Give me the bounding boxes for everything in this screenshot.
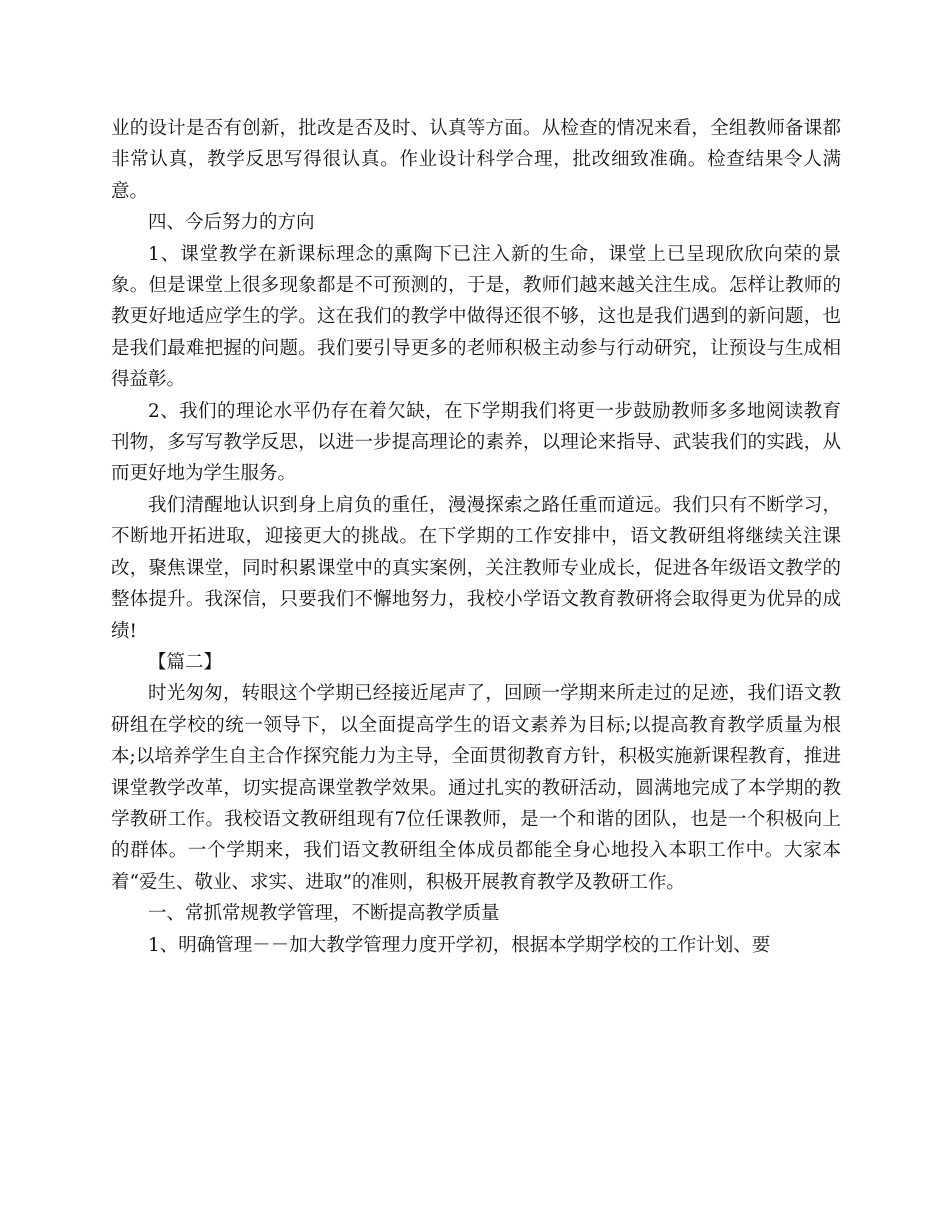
paragraph-intro-part-2: 时光匆匆，转眼这个学期已经接近尾声了，回顾一学期来所走过的足迹，我们语文教研组在学校的统一领导下，以全面提高学生的语文素养为目标;以提高教育教学质量为根本;以培养学生自主合作探究能力为主导，全面贯彻教育方针，积极实施新课程教育，推进课堂教学改革，切实提高课堂教学效果。通过扎实的教研活动，圆满地完成了本学期的教学教研工作。我校语文教研组现有7位任课教师，是一个和谐的团队，也是一个积极向上的群体。一个学期来，我们语文教研组全体成员都能全身心地投入本职工作中。大家本着“爱生、敬业、求实、进取”的准则，积极开展教育教学及教研工作。 — [111, 683, 841, 893]
paragraph-point-2: 2、我们的理论水平仍存在着欠缺，在下学期我们将更一步鼓励教师多多地阅读教育刊物，多写写教学反思，以进一步提高理论的素养，以理论来指导、武装我们的实践，从而更好地为学生服务。 — [111, 400, 841, 485]
document-body — [111, 113, 841, 961]
part-heading-2: 【篇二】 — [148, 651, 223, 673]
section-heading-routine-management: 一、常抓常规教学管理，不断提高教学质量 — [148, 903, 500, 925]
section-heading-future-direction: 四、今后努力的方向 — [148, 212, 315, 234]
paragraph-clear-management: 1、明确管理－－加大教学管理力度开学初，根据本学期学校的工作计划、要 — [148, 934, 771, 956]
paragraph-conclusion: 我们清醒地认识到身上肩负的重任，漫漫探索之路任重而道远。我们只有不断学习，不断地开拓进取，迎接更大的挑战。在下学期的工作安排中，语文教研组将继续关注课改，聚焦课堂，同时积累课堂中的真实案例，关注教师专业成长，促进各年级语文教学的整体提升。我深信，只要我们不懈地努力，我校小学语文教育教研将会取得更为优异的成绩! — [111, 494, 841, 642]
paragraph-homework-check: 业的设计是否有创新，批改是否及时、认真等方面。从检查的情况来看，全组教师备课都非常认真，教学反思写得很认真。作业设计科学合理，批改细致准确。检查结果令人满意。 — [111, 118, 841, 202]
paragraph-point-1: 1、课堂教学在新课标理念的熏陶下已注入新的生命，课堂上已呈现欣欣向荣的景象。但是课堂上很多现象都是不可预测的，于是，教师们越来越关注生成。怎样让教师的教更好地适应学生的学。这在我们的教学中做得还很不够，这也是我们遇到的新问题，也是我们最难把握的问题。我们要引导更多的老师积极主动参与行动研究，让预设与生成相得益彰。 — [111, 243, 841, 391]
